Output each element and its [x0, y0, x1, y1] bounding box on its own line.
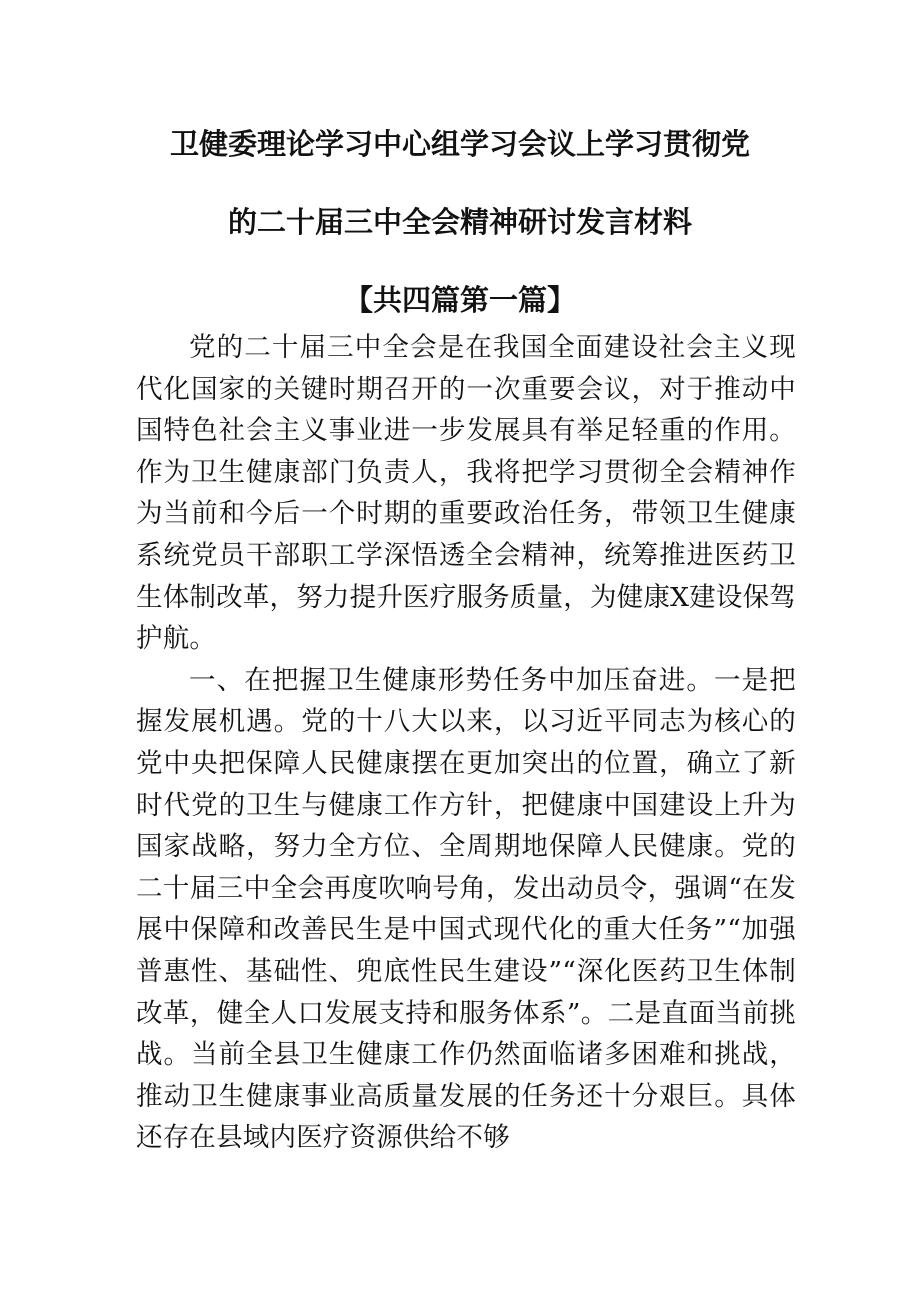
body-paragraph-2: 一、在把握卫生健康形势任务中加压奋进。一是把握发展机遇。党的十八大以来，以习近平同志为核心的党中央把保障人民健康摆在更加突出的位置，确立了新时代党的卫生与健康工作方针，把健康中国建设上升为国家战略，努力全方位、全周期地保障人民健康。党的二十届三中全会再度吹响号角，发出动员令，强调“在发展中保障和改善民生是中国式现代化的重大任务”“加强普惠性、基础性、兜底性民生建设”“深化医药卫生体制改革，健全人口发展支持和服务体系”。二是直面当前挑战。当前全县卫生健康工作仍然面临诸多困难和挑战，推动卫生健康事业高质量发展的任务还十分艰巨。具体还存在县域内医疗资源供给不够	[136, 664, 796, 1154]
document-body	[136, 327, 796, 1159]
document-title-line-2: 的二十届三中全会精神研讨发言材料	[227, 205, 692, 239]
body-paragraph-1: 党的二十届三中全会是在我国全面建设社会主义现代化国家的关键时期召开的一次重要会议，对于推动中国特色社会主义事业进一步发展具有举足轻重的作用。作为卫生健康部门负责人，我将把学习贯彻全会精神作为当前和今后一个时期的重要政治任务，带领卫生健康系统党员干部职工学深悟透全会精神，统筹推进医药卫生体制改革，努力提升医疗服务质量，为健康X建设保驾护航。	[136, 332, 796, 655]
document-title-line-1: 卫健委理论学习中心组学习会议上学习贯彻党	[169, 127, 750, 161]
document-subtitle: 【共四篇第一篇】	[343, 283, 576, 317]
